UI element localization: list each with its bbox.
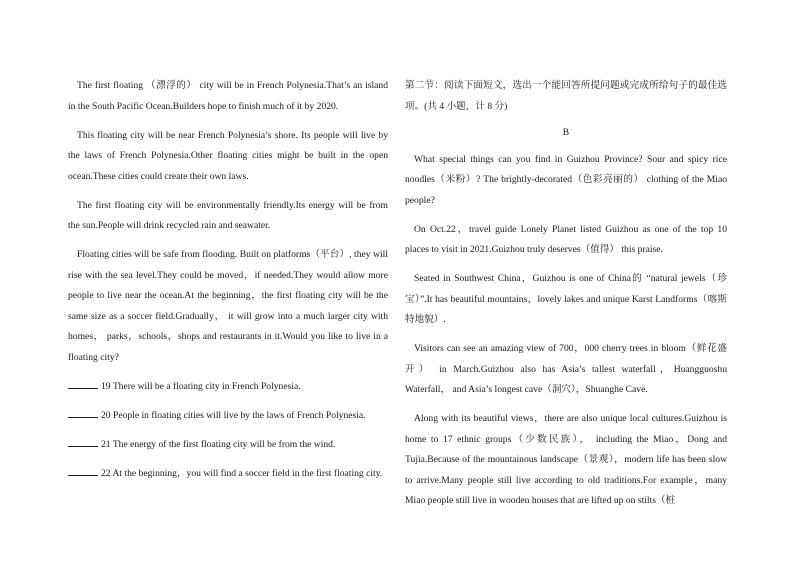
passage-paragraph-3: The first floating city will be environmentally friendly.Its energy will be from the sun.People will drink recycled rain and seawater. [68,199,388,231]
passage-b-paragraph-1: What special things can you find in Guizhou Province? Sour and spicy rice noodles（米粉）? The brightly-decorated（色彩亮丽的） clothing of the Miao people? [405,153,727,206]
passage-paragraph-1: The first floating （漂浮的） city will be in French Polynesia.That’s an island in the South Pacific Ocean.Builders hope to finish much of it by 2020. [68,80,388,112]
section-heading: 第二节：阅读下面短文，选出一个能回答所提问题或完成所给句子的最佳选项。(共 4 小题，计 8 分) [405,80,727,112]
right-column [405,76,727,520]
question-19 [68,377,388,398]
answer-blank[interactable] [68,378,98,389]
passage-paragraph-4: Floating cities will be safe from flooding. Built on platforms（平台）, they will rise with the sea level.They could be moved，if needed.They would allow more people to live near the ocean.At the beginning，the first floating city will be the same size as a soccer field.Gradually， it will grow into a much larger city with homes， parks，schools，shops and restaurants in it.Would you like to live in a floating city? [68,249,388,363]
answer-blank[interactable] [68,436,98,447]
question-text: 20 People in floating cities will live by the laws of French Polynesia. [101,409,366,421]
answer-blank[interactable] [68,465,98,476]
answer-blank[interactable] [68,407,98,418]
passage-b-paragraph-3: Seated in Southwest China，Guizhou is one of China的 “natural jewels（珍宝）”.It has beautiful mountains，lovely lakes and unique Karst Landforms（喀斯特地貌）. [405,273,727,325]
passage-paragraph-2: This floating city will be near French Polynesia’s shore. Its people will live by the laws of French Polynesia.Other floating cities might be built in the open ocean.These cities could create their own laws. [68,129,388,182]
section-letter: B [562,127,570,138]
passage-b-paragraph-2: On Oct.22，travel guide Lonely Planet listed Guizhou as one of the top 10 places to visit in 2021.Guizhou truly deserves（值得） this praise. [405,223,727,255]
question-20 [68,406,388,427]
question-22 [68,464,388,485]
question-text: 19 There will be a floating city in French Polynesia. [101,380,301,392]
passage-b-paragraph-5: Along with its beautiful views，there are also unique local cultures.Guizhou is home to 17 ethnic groups（少数民族）， including the Miao，Dong and Tujia.Because of the mountainous landscape（景观），modern life has been slow to arrive.Many people still live according to old traditions.For example，many Miao people still live in wooden houses that are lifted up on stilts（桩 [405,413,727,506]
left-column [68,76,388,493]
passage-b-paragraph-4: Visitors can see an amazing view of 700，000 cherry trees in bloom（鲜花盛开） in March.Guizhou also has Asia’s tallest waterfall，Huangguoshu Waterfall， and Asia’s longest cave（洞穴），Shuanghe Cave. [405,343,727,395]
question-21 [68,435,388,456]
question-text: 22 At the beginning，you will find a soccer field in the first floating city. [101,467,383,479]
question-text: 21 The energy of the first floating city will be from the wind. [101,438,336,450]
